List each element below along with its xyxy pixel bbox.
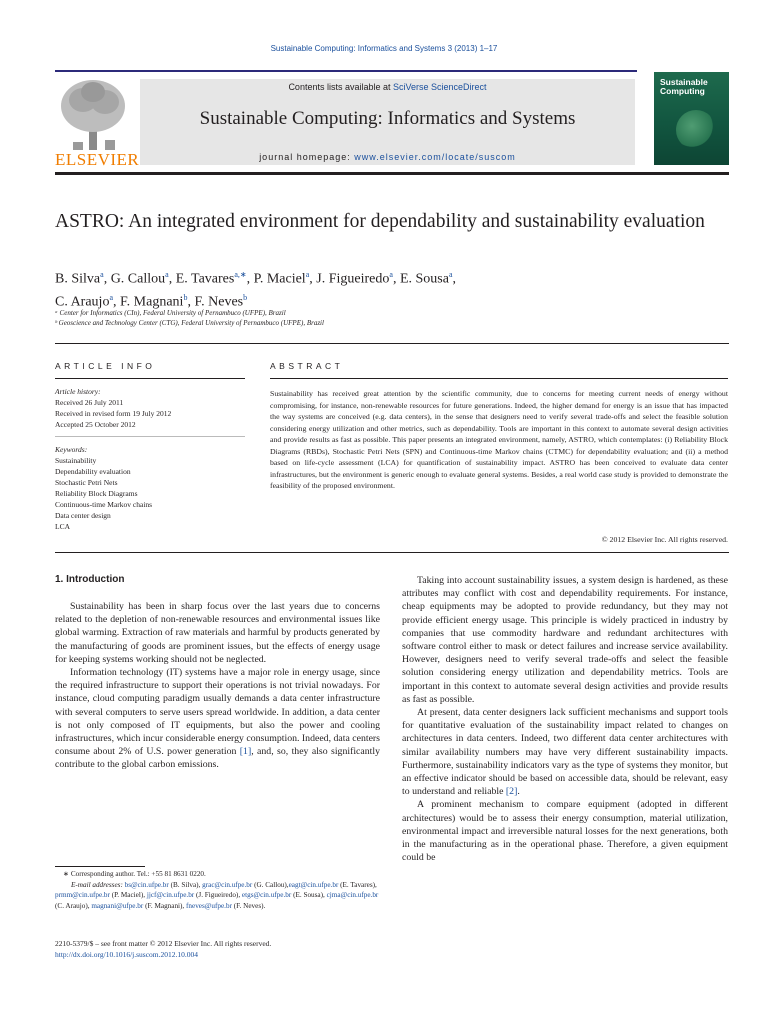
author-separator: , xyxy=(246,271,254,287)
email-link[interactable]: magnani@ufpe.br xyxy=(91,901,144,910)
received-date: Received 26 July 2011 xyxy=(55,398,124,407)
keyword-item: Reliability Block Diagrams xyxy=(55,489,138,498)
keyword-item: Data center design xyxy=(55,511,111,520)
author-affiliation-mark[interactable]: a xyxy=(109,292,114,302)
author-affiliation-mark[interactable]: b xyxy=(183,292,188,302)
author-affiliation-mark[interactable]: b xyxy=(243,292,248,302)
email-link[interactable]: cjma@cin.ufpe.br xyxy=(326,891,379,899)
authors-line-1 xyxy=(55,266,725,289)
keywords-block xyxy=(55,444,245,532)
doi-link[interactable]: http://dx.doi.org/10.1016/j.suscom.2012.10.004 xyxy=(55,950,198,959)
email-link[interactable]: bs@cin.ufpe.br xyxy=(124,880,169,889)
footnotes xyxy=(55,869,385,911)
email-owner: (B. Silva), xyxy=(168,880,203,889)
cover-title-line1: Sustainable xyxy=(660,77,708,87)
article-info-heading: ARTICLE INFO xyxy=(55,361,156,371)
intro-p2-text-b: , and, so, they also significantly contribute to the global carbon emissions. xyxy=(55,746,380,771)
intro-p4-text-b: . xyxy=(517,786,520,798)
keyword-item: Dependability evaluation xyxy=(55,467,131,476)
author-name: G. Callou xyxy=(110,271,166,287)
article-history xyxy=(55,386,245,430)
abstract-heading: ABSTRACT xyxy=(270,361,344,371)
front-matter xyxy=(55,938,385,960)
cover-title-line2: Computing xyxy=(660,86,705,96)
history-rule xyxy=(55,436,245,437)
contents-line xyxy=(140,82,635,92)
email-addresses xyxy=(55,880,385,912)
keywords-label: Keywords: xyxy=(55,445,88,454)
author-affiliation-mark[interactable]: a xyxy=(305,270,310,279)
author-affiliation-mark[interactable]: a xyxy=(100,270,104,279)
revised-date: Received in revised form 19 July 2012 xyxy=(55,409,172,418)
email-owner: (G. Callou), xyxy=(252,880,289,889)
email-owner: (E. Tavares), xyxy=(338,880,377,889)
email-link[interactable]: prmm@cin.ufpe.br xyxy=(55,891,110,899)
homepage-prefix: journal homepage: xyxy=(259,152,355,162)
author-separator: , xyxy=(187,294,195,310)
body-column-left xyxy=(55,600,380,772)
keyword-item: LCA xyxy=(55,522,70,531)
email-link[interactable]: eagt@cin.ufpe.br xyxy=(288,880,339,889)
running-head: Sustainable Computing: Informatics and Systems 3 (2013) 1–17 xyxy=(270,44,498,53)
journal-title: Sustainable Computing: Informatics and Systems xyxy=(199,108,576,129)
homepage-link[interactable]: www.elsevier.com/locate/suscom xyxy=(354,152,516,162)
abstract-text: Sustainability has received great attention by the scientific community, due to concerns for meeting current needs of energy without compromising, for instance, non-renewable resources for future generations. Indeed, the higher demand for energy is an issue that has impacted the way systems are conceived (e.g. data centers), in the sense that designers need to verify several trade-offs and select the feasible solution considering energy utilization and other metrics, such as dependability. Tools are important in this context to automate several design activities and provide results as fast as possible. This paper presents an integrated environment, namely, ASTRO, which contemplates: (i) Reliability Block Diagrams (RBDs), Stochastic Petri Nets (SPN) and Continuous-time Markov chains (CTMC) for dependability evaluation; and (ii) a method based on life-cycle assessment (LCA) for quantification of sustainability impact. ASTRO has been conceived to evaluate data center infrastructures, but the environment is generic enough to evaluate general systems. Besides, a real world case study is provided to demonstrate the feasibility of the proposed environment. xyxy=(270,389,728,490)
article-title: ASTRO: An integrated environment for dependability and sustainability evaluation xyxy=(55,211,705,232)
author-separator: , xyxy=(168,271,176,287)
intro-paragraph-2 xyxy=(55,666,380,772)
email-owner: (J. Figueiredo), xyxy=(194,891,242,899)
email-owner: (E. Sousa), xyxy=(291,891,327,899)
email-link[interactable]: etgs@cin.ufpe.br xyxy=(241,891,292,899)
cover-title xyxy=(660,78,726,96)
header-rule-top xyxy=(55,70,637,72)
abstract-rule xyxy=(270,378,728,379)
intro-paragraph-5: A prominent mechanism to compare equipment (adopted in different architectures) would be to assess their energy consumption, material utilization, environmental impact and irreversible natural losses for the next generations, both in the manufacturing as in the operational phase. Therefore, a given equipment could be xyxy=(402,799,728,864)
email-label: E-mail addresses: xyxy=(71,880,125,889)
keyword-item: Continuous-time Markov chains xyxy=(55,500,153,509)
affiliation-a: ᵃ Center for Informatics (CIn), Federal University of Pernambuco (UFPE), Brazil xyxy=(55,309,286,317)
email-link[interactable]: fneves@ufpe.br xyxy=(186,901,232,910)
footnote-rule xyxy=(55,866,145,867)
author-name: F. Magnani xyxy=(120,294,184,310)
author-name: F. Neves xyxy=(194,294,244,310)
citation-link-2[interactable]: [2] xyxy=(505,786,518,798)
citation-link-1[interactable]: [1] xyxy=(239,746,252,758)
author-separator: , xyxy=(113,294,121,310)
intro-p4-text-a: At present, data center designers lack sufficient mechanisms and support tools for quantitative evaluation of the sustainability impact related to changes on architectures in data centers. Indeed, two different data center architectures with similar availability numbers may have very different sustainability impacts. Furthermore, sustainability indicators vary as the type of systems they monitor, but an effective indicator should be based on accessible data, should be relevant, easy to understand and reliable xyxy=(402,707,728,798)
affiliation-b: ᵇ Geoscience and Technology Center (CTG), Federal University of Pernambuco (UFPE), Brazil xyxy=(55,319,324,327)
authors-line-2 xyxy=(55,289,725,312)
author-affiliation-mark[interactable]: a,∗ xyxy=(234,270,247,279)
email-owner: (F. Magnani), xyxy=(143,901,187,910)
author-name: B. Silva xyxy=(55,271,101,287)
corresponding-author-note: ∗ Corresponding author. Tel.: +55 81 8631 0220. xyxy=(63,870,206,878)
header-rule-bottom xyxy=(55,172,729,175)
article-info-rule xyxy=(55,378,245,379)
issn-line: 2210-5379/$ – see front matter © 2012 Elsevier Inc. All rights reserved. xyxy=(55,939,272,948)
intro-paragraph-3: Taking into account sustainability issues, a system design is hardened, as these attributes may conflict with cost and dependability requirements. For instance, cheap equipments may be adopted to provide redundancy, but they may not provide efficient energy usage. This principle is widely practiced in industry by companies that use commodity hardware and redundant architectures with software control either to mask or detect failures and increase service availability. However, designers need to verify several trade-offs and select the feasible solution considering energy utilization and dependability metrics. Tools are important in this context to automate several design activities and provide results as fast as possible. xyxy=(402,575,728,705)
author-separator: , xyxy=(392,271,400,287)
author-affiliation-mark[interactable]: a xyxy=(389,270,393,279)
keyword-item: Stochastic Petri Nets xyxy=(55,478,118,487)
section-heading-introduction: 1. Introduction xyxy=(55,574,125,585)
intro-paragraph-4 xyxy=(402,706,728,798)
sciencedirect-link[interactable]: SciVerse ScienceDirect xyxy=(393,82,487,92)
intro-p2-text-a: Information technology (IT) systems have a major role in energy usage, since the required infrastructure to support their operations is not trivial nowadays. For instance, cloud computing paradigm usually demands a data center infrastructure with several computers to serve users spread worldwide. In addition, a data center is not only composed of IT equipments, but also the power and cooling infrastructures, which incur considerable energy consumption. Indeed, data centers consume about 2% of U.S. power generation xyxy=(55,667,380,758)
author-separator: , xyxy=(103,271,111,287)
body-column-right xyxy=(402,574,728,864)
publisher-name: ELSEVIER xyxy=(55,150,140,169)
contents-prefix: Contents lists available at xyxy=(288,82,393,92)
author-name: E. Tavares xyxy=(175,271,235,287)
abstract-bottom-rule xyxy=(55,552,729,553)
email-link[interactable]: grac@cin.ufpe.br xyxy=(202,880,253,889)
history-label: Article history: xyxy=(55,387,101,396)
intro-paragraph-1: Sustainability has been in sharp focus over the last years due to concerns related to the depletion of non-renewable resources and environmental issues like global warming. Extraction of raw materials and harmful by products generated by the manufacturing of goods are prominent issues, but the effects of energy usage for keeping systems working should not be neglected. xyxy=(55,601,380,665)
journal-homepage xyxy=(140,152,635,162)
author-name: P. Maciel xyxy=(253,271,306,287)
author-name: E. Sousa xyxy=(399,271,449,287)
author-name: J. Figueiredo xyxy=(316,271,390,287)
author-separator: , xyxy=(309,271,317,287)
author-affiliation-mark[interactable]: a xyxy=(165,270,169,279)
email-owner: (C. Araujo), xyxy=(55,901,92,910)
email-owner: (F. Neves). xyxy=(231,901,266,910)
email-link[interactable]: jjcf@cin.ufpe.br xyxy=(146,891,195,899)
accepted-date: Accepted 25 October 2012 xyxy=(55,420,136,429)
affiliation-rule xyxy=(55,343,729,344)
author-affiliation-mark[interactable]: a xyxy=(448,270,453,279)
keyword-item: Sustainability xyxy=(55,456,97,465)
cover-globe xyxy=(676,110,716,150)
email-owner: (P. Maciel), xyxy=(109,891,147,899)
author-separator: , xyxy=(452,271,456,287)
abstract-copyright: © 2012 Elsevier Inc. All rights reserved. xyxy=(601,535,728,544)
author-name: C. Araujo xyxy=(55,294,110,310)
author-list xyxy=(55,266,725,311)
